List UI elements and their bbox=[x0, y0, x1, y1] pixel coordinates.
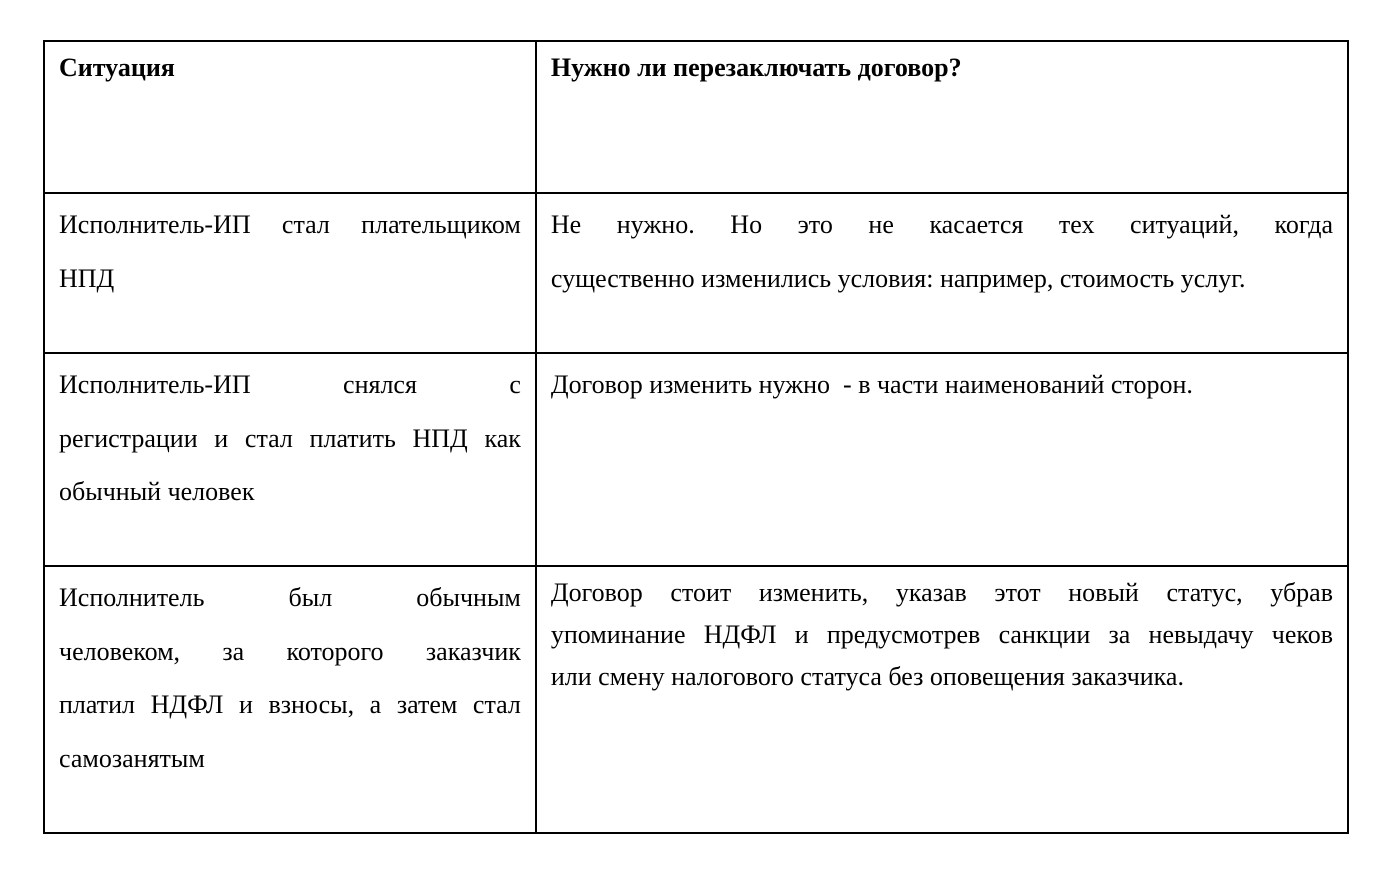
answer-cell bbox=[536, 566, 1348, 833]
header-situation-cell bbox=[44, 41, 536, 193]
situation-line: Исполнитель-ИП стал плательщиком bbox=[59, 210, 521, 239]
answer-line: упоминание НДФЛ и предусмотрев санкции за невыдачу чеков bbox=[550, 620, 1333, 649]
answer-line: или смену налогового статуса без оповещения заказчика. bbox=[550, 662, 1184, 691]
situation-cell bbox=[44, 353, 536, 566]
situation-line: Исполнитель-ИП снялся с bbox=[59, 370, 521, 399]
situations-table bbox=[43, 40, 1349, 834]
answer-cell bbox=[536, 193, 1348, 353]
table-row bbox=[44, 193, 1348, 353]
situation-line: НПД bbox=[59, 263, 115, 293]
answer-cell bbox=[536, 353, 1348, 566]
situation-line: Исполнитель был обычным bbox=[59, 583, 521, 612]
header-situation: Ситуация bbox=[59, 53, 175, 82]
table-row bbox=[44, 353, 1348, 566]
answer-line: Не нужно. Но это не касается тех ситуаций, когда bbox=[550, 210, 1333, 239]
header-question: Нужно ли перезаключать договор? bbox=[550, 53, 962, 82]
answer-line: существенно изменились условия: например, стоимость услуг. bbox=[550, 263, 1246, 293]
situation-line: регистрации и стал платить НПД как bbox=[59, 423, 521, 453]
answer-line: Договор стоит изменить, указав этот новый статус, убрав bbox=[550, 578, 1333, 607]
situation-line: человеком, за которого заказчик bbox=[59, 636, 521, 666]
table-header-row bbox=[44, 41, 1348, 193]
situation-line: платил НДФЛ и взносы, а затем стал bbox=[59, 690, 521, 719]
table-row bbox=[44, 566, 1348, 833]
answer-line: Договор изменить нужно - в части наименований сторон. bbox=[550, 370, 1193, 399]
situation-cell bbox=[44, 566, 536, 833]
situation-line: обычный человек bbox=[59, 477, 255, 506]
header-question-cell bbox=[536, 41, 1348, 193]
situation-line: самозанятым bbox=[59, 743, 205, 773]
situation-cell bbox=[44, 193, 536, 353]
